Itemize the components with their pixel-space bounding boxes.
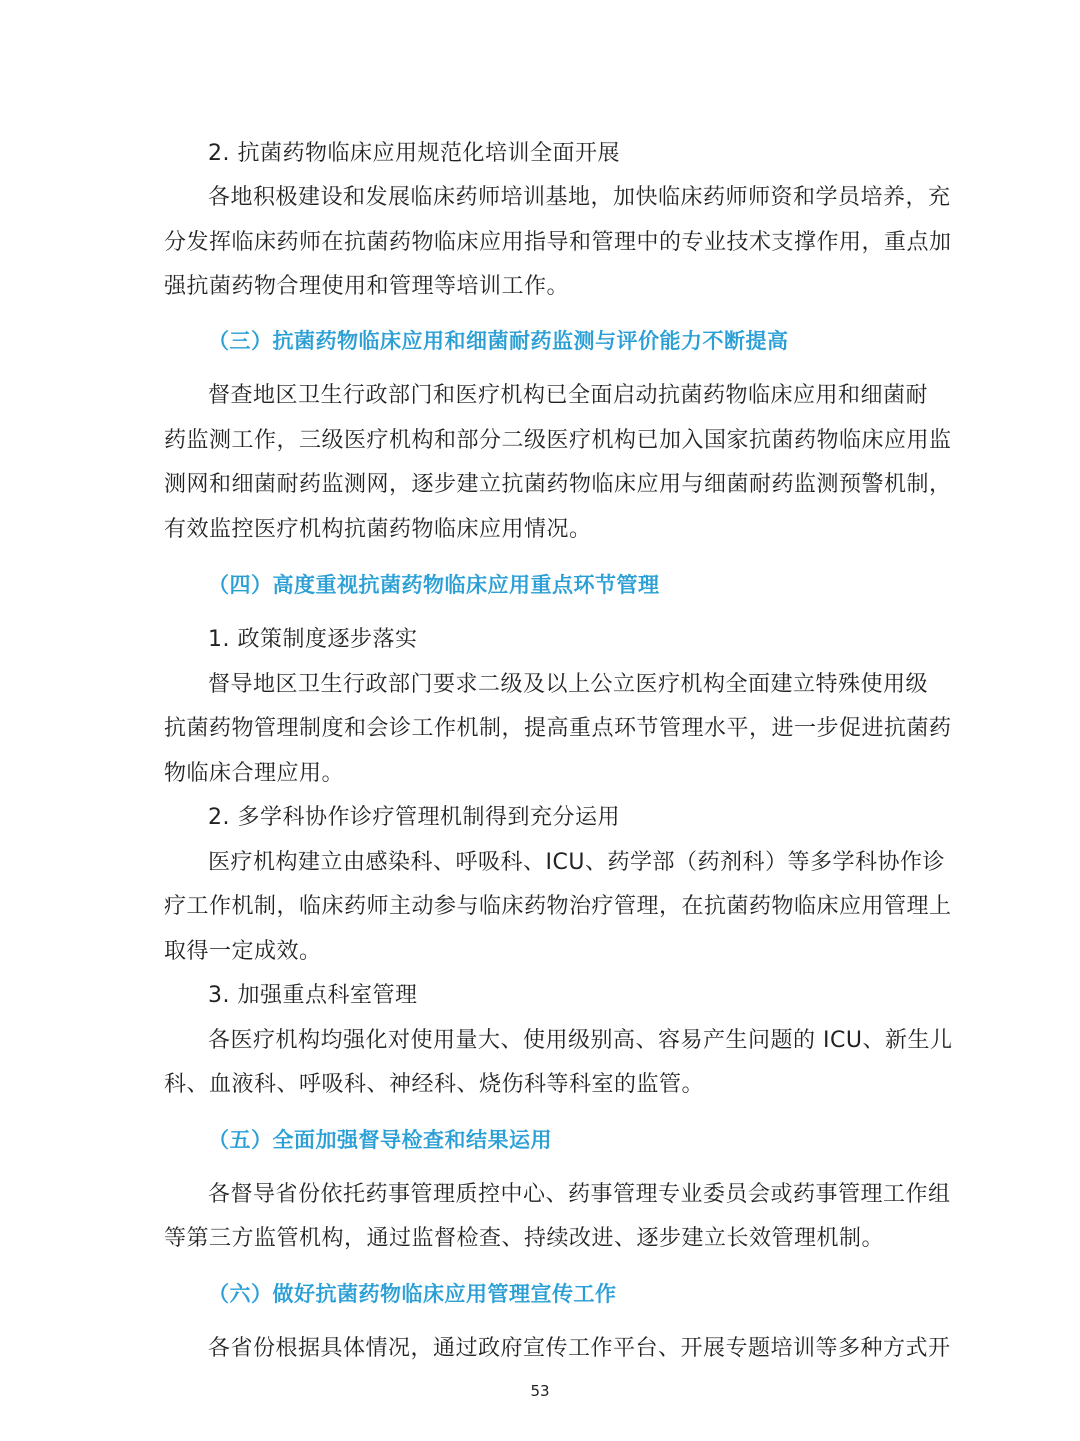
section-heading: （五）全面加强督导检查和结果运用 xyxy=(208,1128,552,1152)
paragraph-line: 等第三方监管机构，通过监督检查、持续改进、逐步建立长效管理机制。 xyxy=(164,1226,885,1251)
paragraph-line: 各省份根据具体情况，通过政府宣传工作平台、开展专题培训等多种方式开 xyxy=(208,1336,951,1361)
paragraph-line: 取得一定成效。 xyxy=(164,939,322,964)
paragraph-line: 医疗机构建立由感染科、呼吸科、ICU、药学部（药剂科）等多学科协作诊 xyxy=(208,850,945,875)
subsection-title: 2. 抗菌药物临床应用规范化培训全面开展 xyxy=(208,141,620,166)
paragraph-line: 各医疗机构均强化对使用量大、使用级别高、容易产生问题的 ICU、新生儿 xyxy=(208,1028,953,1053)
paragraph-line: 各督导省份依托药事管理质控中心、药事管理专业委员会或药事管理工作组 xyxy=(208,1182,951,1207)
paragraph-line: 科、血液科、呼吸科、神经科、烧伤科等科室的监管。 xyxy=(164,1072,705,1097)
paragraph-line: 强抗菌药物合理使用和管理等培训工作。 xyxy=(164,274,570,299)
paragraph-line: 督导地区卫生行政部门要求二级及以上公立医疗机构全面建立特殊使用级 xyxy=(208,672,929,697)
section-heading: （六）做好抗菌药物临床应用管理宣传工作 xyxy=(208,1282,617,1306)
paragraph-line: 药监测工作，三级医疗机构和部分二级医疗机构已加入国家抗菌药物临床应用监 xyxy=(164,428,952,453)
page-number: 53 xyxy=(530,1382,550,1400)
subsection-title: 1. 政策制度逐步落实 xyxy=(208,627,418,652)
paragraph-line: 测网和细菌耐药监测网，逐步建立抗菌药物临床应用与细菌耐药监测预警机制， xyxy=(164,472,952,497)
subsection-title: 3. 加强重点科室管理 xyxy=(208,983,418,1008)
paragraph-line: 疗工作机制，临床药师主动参与临床药物治疗管理，在抗菌药物临床应用管理上 xyxy=(164,894,952,919)
paragraph-line: 督查地区卫生行政部门和医疗机构已全面启动抗菌药物临床应用和细菌耐 xyxy=(208,383,929,408)
paragraph-line: 分发挥临床药师在抗菌药物临床应用指导和管理中的专业技术支撑作用，重点加 xyxy=(164,230,952,255)
section-heading: （四）高度重视抗菌药物临床应用重点环节管理 xyxy=(208,573,660,597)
subsection-title: 2. 多学科协作诊疗管理机制得到充分运用 xyxy=(208,805,620,830)
section-heading: （三）抗菌药物临床应用和细菌耐药监测与评价能力不断提高 xyxy=(208,329,789,353)
paragraph-line: 有效监控医疗机构抗菌药物临床应用情况。 xyxy=(164,517,592,542)
paragraph-line: 抗菌药物管理制度和会诊工作机制，提高重点环节管理水平，进一步促进抗菌药 xyxy=(164,716,952,741)
paragraph-line: 各地积极建设和发展临床药师培训基地，加快临床药师师资和学员培养，充 xyxy=(208,185,951,210)
paragraph-line: 物临床合理应用。 xyxy=(164,761,345,786)
